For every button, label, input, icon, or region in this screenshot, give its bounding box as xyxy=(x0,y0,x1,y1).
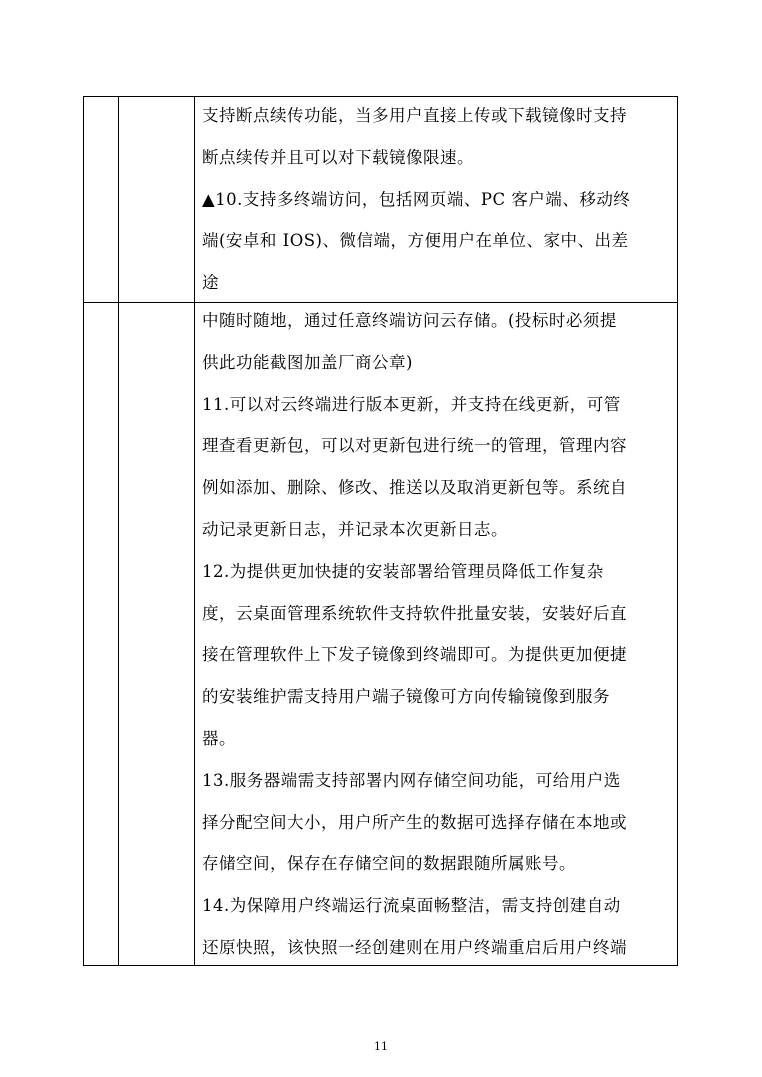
requirement-cell-1 xyxy=(202,95,671,304)
table-row-2 xyxy=(83,302,678,966)
text-line: 择分配空间大小，用户所产生的数据可选择存储在本地或 xyxy=(202,812,627,832)
text-line: 11.可以对云终端进行版本更新，并支持在线更新，可管 xyxy=(202,394,621,414)
text-line: 支持断点续传功能，当多用户直接上传或下载镜像时支持 xyxy=(202,106,627,125)
text-line: 接在管理软件上下发子镜像到终端即可。为提供更加便捷 xyxy=(202,645,627,665)
text-line: 端(安卓和 IOS)、微信端，方便用户在单位、家中、出差 xyxy=(202,231,629,251)
column-divider xyxy=(194,302,195,965)
text-line: 度，云桌面管理系统软件支持软件批量安装，安装好后直 xyxy=(202,603,627,623)
text-line: 理查看更新包，可以对更新包进行统一的管理，管理内容 xyxy=(202,436,627,456)
text-line: 供此功能截图加盖厂商公章) xyxy=(202,352,413,372)
text-line: 存储空间，保存在存储空间的数据跟随所属账号。 xyxy=(202,854,576,874)
text-line: 12.为提供更加快捷的安装部署给管理员降低工作复杂 xyxy=(202,561,604,581)
table-row-1 xyxy=(83,96,678,303)
text-line: 的安装维护需支持用户端子镜像可方向传输镜像到服务 xyxy=(202,687,610,707)
text-line: 途 xyxy=(202,273,219,293)
text-line: 还原快照，该快照一经创建则在用户终端重启后用户终端 xyxy=(202,937,627,957)
text-line: 动记录更新日志，并记录本次更新日志。 xyxy=(202,519,508,539)
column-divider xyxy=(118,97,119,302)
text-line: 中随时随地，通过任意终端访问云存储。(投标时必须提 xyxy=(202,311,617,330)
text-line: ▲10.支持多终端访问，包括网页端、PC 客户端、移动终 xyxy=(202,189,631,209)
text-line: 器。 xyxy=(202,728,236,748)
text-line: 断点续传并且可以对下载镜像限速。 xyxy=(202,147,474,167)
text-line: 14.为保障用户终端运行流桌面畅整洁，需支持创建自动 xyxy=(202,896,621,916)
column-divider xyxy=(118,302,119,965)
page-number: 11 xyxy=(374,1040,388,1053)
text-line: 例如添加、删除、修改、推送以及取消更新包等。系统自 xyxy=(202,478,627,498)
column-divider xyxy=(194,97,195,302)
text-line: 13.服务器端需支持部署内网存储空间功能，可给用户选 xyxy=(202,770,621,790)
requirement-cell-2 xyxy=(202,300,671,969)
